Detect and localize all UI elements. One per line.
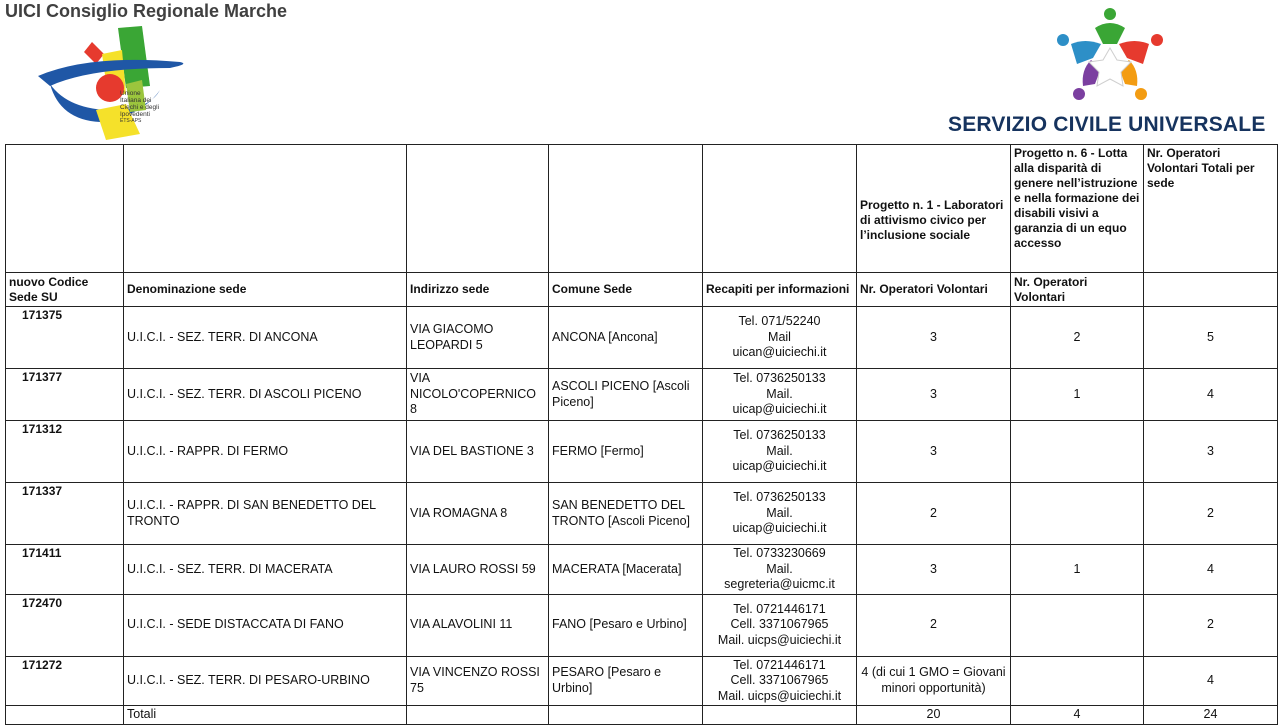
col-total	[1144, 273, 1278, 307]
table-row	[6, 594, 1278, 656]
row-contacts: Tel. 0721446171 Cell. 3371067965 Mail. uicps@uiciechi.it	[703, 594, 857, 656]
table-row	[6, 483, 1278, 545]
row-total: 3	[1144, 421, 1278, 483]
row-p6: 1	[1011, 369, 1144, 421]
row-code: 171272	[6, 656, 124, 706]
totals-row	[6, 706, 1278, 725]
table-row	[6, 656, 1278, 706]
row-address: VIA NICOLO'COPERNICO 8	[407, 369, 549, 421]
project-header-row	[6, 145, 1278, 273]
row-p6	[1011, 421, 1144, 483]
col-name: Denominazione sede	[124, 273, 407, 307]
row-city: MACERATA [Macerata]	[549, 545, 703, 595]
col-city: Comune Sede	[549, 273, 703, 307]
row-total: 2	[1144, 483, 1278, 545]
row-code: 171377	[6, 369, 124, 421]
row-code: 171411	[6, 545, 124, 595]
row-name: U.I.C.I. - SEDE DISTACCATA DI FANO	[124, 594, 407, 656]
row-contacts: Tel. 0733230669 Mail. segreteria@uicmc.it	[703, 545, 857, 595]
row-address: VIA VINCENZO ROSSI 75	[407, 656, 549, 706]
row-name: U.I.C.I. - SEZ. TERR. DI ASCOLI PICENO	[124, 369, 407, 421]
row-city: FERMO [Fermo]	[549, 421, 703, 483]
row-total: 4	[1144, 369, 1278, 421]
col-p1: Nr. Operatori Volontari	[857, 273, 1011, 307]
totals-total: 24	[1144, 706, 1278, 725]
page-title: UICI Consiglio Regionale Marche	[5, 1, 288, 21]
row-city: SAN BENEDETTO DEL TRONTO [Ascoli Piceno]	[549, 483, 703, 545]
row-total: 4	[1144, 656, 1278, 706]
row-address: VIA ROMAGNA 8	[407, 483, 549, 545]
row-city: ANCONA [Ancona]	[549, 307, 703, 369]
row-address: VIA GIACOMO LEOPARDI 5	[407, 307, 549, 369]
row-code: 171312	[6, 421, 124, 483]
table-row	[6, 307, 1278, 369]
row-name: U.I.C.I. - SEZ. TERR. DI MACERATA	[124, 545, 407, 595]
row-city: FANO [Pesaro e Urbino]	[549, 594, 703, 656]
row-p1: 3	[857, 421, 1011, 483]
row-p6: 1	[1011, 545, 1144, 595]
col-p6: Nr. Operatori Volontari	[1011, 273, 1144, 307]
row-name: U.I.C.I. - SEZ. TERR. DI ANCONA	[124, 307, 407, 369]
row-p1: 3	[857, 369, 1011, 421]
col-contacts: Recapiti per informazioni	[703, 273, 857, 307]
row-p1: 3	[857, 307, 1011, 369]
row-name: U.I.C.I. - SEZ. TERR. DI PESARO-URBINO	[124, 656, 407, 706]
row-contacts: Tel. 0736250133 Mail. uicap@uiciechi.it	[703, 421, 857, 483]
scu-label: SERVIZIO CIVILE UNIVERSALE	[948, 113, 1266, 136]
row-total: 4	[1144, 545, 1278, 595]
col-code: nuovo Codice Sede SU	[6, 273, 124, 307]
row-name: U.I.C.I. - RAPPR. DI FERMO	[124, 421, 407, 483]
row-p1: 2	[857, 594, 1011, 656]
row-p6	[1011, 483, 1144, 545]
row-address: VIA LAURO ROSSI 59	[407, 545, 549, 595]
row-contacts: Tel. 071/52240 Mail uican@uiciechi.it	[703, 307, 857, 369]
row-name: U.I.C.I. - RAPPR. DI SAN BENEDETTO DEL TRONTO	[124, 483, 407, 545]
total-header: Nr. Operatori Volontari Totali per sede	[1144, 145, 1278, 273]
column-header-row	[6, 273, 1278, 307]
row-total: 5	[1144, 307, 1278, 369]
row-p6	[1011, 594, 1144, 656]
row-city: PESARO [Pesaro e Urbino]	[549, 656, 703, 706]
row-code: 172470	[6, 594, 124, 656]
project-6-header: Progetto n. 6 - Lotta alla disparità di genere nell’istruzione e nella formazione dei disabili visivi a garanzia di un equo accesso	[1011, 145, 1144, 273]
row-address: VIA DEL BASTIONE 3	[407, 421, 549, 483]
row-contacts: Tel. 0721446171 Cell. 3371067965 Mail. uicps@uiciechi.it	[703, 656, 857, 706]
col-address: Indirizzo sede	[407, 273, 549, 307]
totals-p6: 4	[1011, 706, 1144, 725]
table-row	[6, 545, 1278, 595]
row-p1: 2	[857, 483, 1011, 545]
project-1-header: Progetto n. 1 - Laboratori di attivismo civico per l’inclusione sociale	[857, 145, 1011, 273]
uici-logo-text: Unione Italiana dei Ciechi e degli Ipovedenti ETS-APS	[120, 90, 160, 124]
row-code: 171337	[6, 483, 124, 545]
totals-label: Totali	[124, 706, 407, 725]
row-code: 171375	[6, 307, 124, 369]
table-row	[6, 421, 1278, 483]
row-contacts: Tel. 0736250133 Mail. uicap@uiciechi.it	[703, 369, 857, 421]
totals-p1: 20	[857, 706, 1011, 725]
row-total: 2	[1144, 594, 1278, 656]
table-row	[6, 369, 1278, 421]
row-address: VIA ALAVOLINI 11	[407, 594, 549, 656]
row-p1: 4 (di cui 1 GMO = Giovani minori opportunità)	[857, 656, 1011, 706]
row-p1: 3	[857, 545, 1011, 595]
row-p6	[1011, 656, 1144, 706]
scu-star-logo	[1045, 4, 1175, 104]
sedi-table	[5, 144, 1278, 725]
row-city: ASCOLI PICENO [Ascoli Piceno]	[549, 369, 703, 421]
row-contacts: Tel. 0736250133 Mail. uicap@uiciechi.it	[703, 483, 857, 545]
row-p6: 2	[1011, 307, 1144, 369]
